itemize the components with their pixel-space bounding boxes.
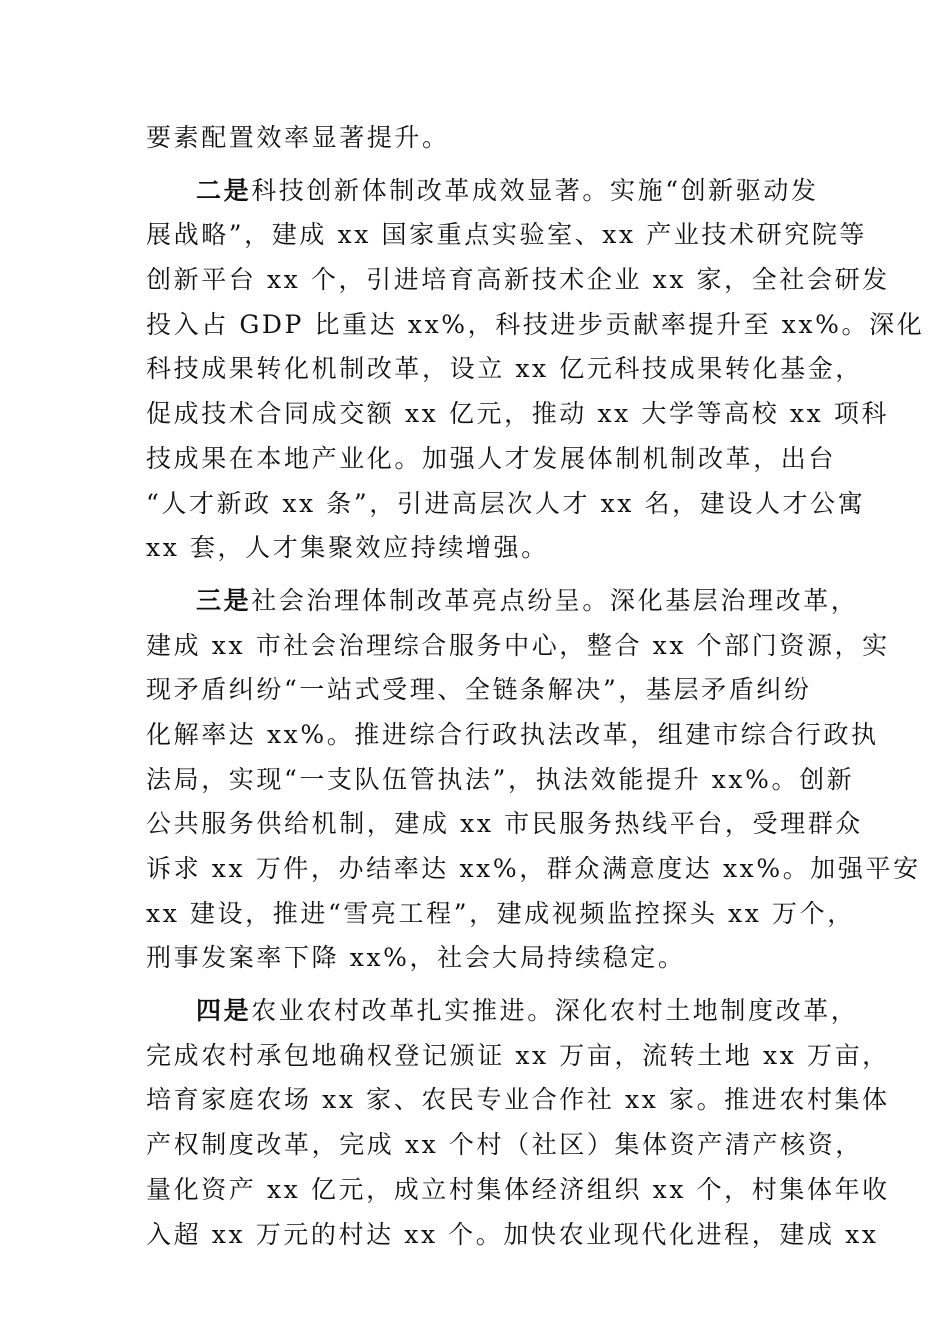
text-line: 产权制度改革，完成 xx 个村（社区）集体资产清产核资， bbox=[146, 1130, 863, 1160]
text-line: 入超 xx 万元的村达 xx 个。加快农业现代化进程，建成 xx bbox=[146, 1219, 879, 1249]
paragraph-technology-innovation bbox=[146, 169, 925, 571]
text-line: 展战略”，建成 xx 国家重点实验室、xx 产业技术研究院等 bbox=[146, 220, 868, 250]
text-line: 完成农村承包地确权登记颁证 xx 万亩，流转土地 xx 万亩， bbox=[146, 1040, 890, 1070]
text-line: 投入占 GDP 比重达 xx%，科技进步贡献率提升至 xx%。深化 bbox=[146, 309, 925, 339]
text-line: 诉求 xx 万件，办结率达 xx%，群众满意度达 xx%。加强平安 bbox=[146, 854, 921, 883]
text-line: 科技创新体制改革成效显著。实施“创新驱动发 bbox=[251, 175, 819, 205]
text-line: 促成技术合同成交额 xx 亿元，推动 xx 大学等高校 xx 项科 bbox=[146, 399, 890, 429]
text-line: “人才新政 xx 条”，引进高层次人才 xx 名，建设人才公寓 bbox=[146, 488, 866, 518]
paragraph-first-line bbox=[196, 989, 859, 1034]
text-line: 法局，实现“一支队伍管执法”，执法效能提升 xx%。创新 bbox=[146, 764, 855, 794]
paragraph-lead: 三是 bbox=[196, 585, 252, 615]
paragraph-social-governance bbox=[146, 579, 921, 981]
text-line: 化解率达 xx%。推进综合行政执法改革，组建市综合行政执 bbox=[146, 719, 879, 749]
text-line: 要素配置效率显著提升。 bbox=[146, 123, 450, 152]
paragraph-rural-reform bbox=[146, 989, 890, 1257]
paragraph-first-line bbox=[196, 579, 859, 624]
paragraph-efficiency bbox=[146, 116, 836, 161]
document-body bbox=[146, 116, 925, 1257]
text-line: 社会治理体制改革亮点纷呈。深化基层治理改革， bbox=[251, 585, 859, 615]
text-line: 技成果在本地产业化。加强人才发展体制机制改革，出台 bbox=[146, 443, 837, 473]
paragraph-first-line bbox=[196, 169, 836, 214]
text-line: 量化资产 xx 亿元，成立村集体经济组织 xx 个，村集体年收 bbox=[146, 1174, 890, 1204]
text-line: 刑事发案率下降 xx%，社会大局持续稳定。 bbox=[146, 943, 686, 973]
text-line: 创新平台 xx 个，引进培育高新技术企业 xx 家，全社会研发 bbox=[146, 265, 890, 295]
text-line: 公共服务供给机制，建成 xx 市民服务热线平台，受理群众 bbox=[146, 809, 863, 839]
text-line: xx 套，人才集聚效应持续增强。 bbox=[146, 533, 549, 563]
text-line: 建成 xx 市社会治理综合服务中心，整合 xx 个部门资源，实 bbox=[146, 630, 890, 660]
paragraph-lead: 二是 bbox=[196, 175, 252, 205]
text-line: 科技成果转化机制改革，设立 xx 亿元科技成果转化基金， bbox=[146, 354, 863, 384]
text-line: 现矛盾纠纷“一站式受理、全链条解决”，基层矛盾纠纷 bbox=[146, 675, 812, 705]
text-line: 培育家庭农场 xx 家、农民专业合作社 xx 家。推进农村集体 bbox=[146, 1085, 890, 1115]
text-line: xx 建设，推进“雪亮工程”，建成视频监控探头 xx 万个， bbox=[146, 898, 855, 928]
text-line: 农业农村改革扎实推进。深化农村土地制度改革， bbox=[251, 996, 859, 1026]
paragraph-lead: 四是 bbox=[196, 996, 252, 1026]
